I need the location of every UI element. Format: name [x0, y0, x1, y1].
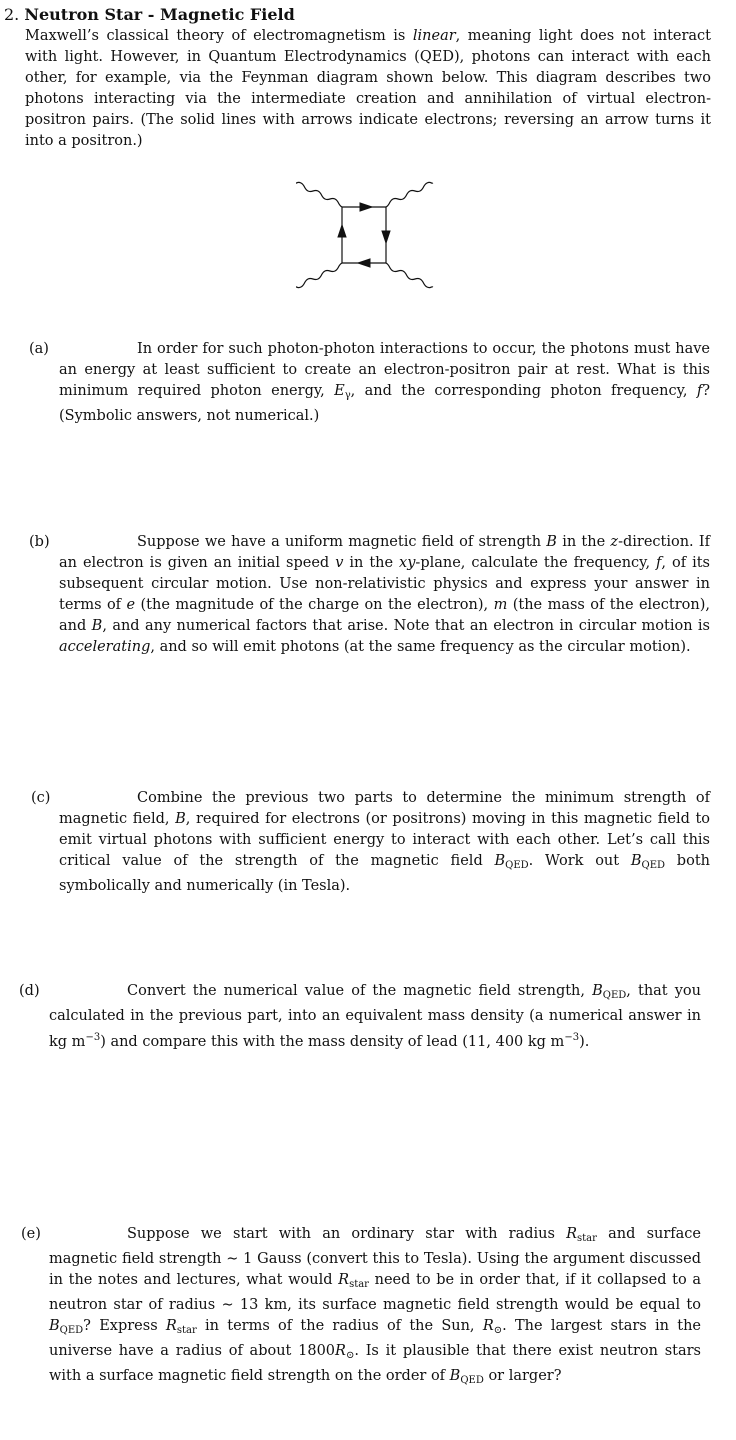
part-label: (d) — [19, 983, 40, 999]
part-c-text: Combine the previous two parts to determine the minimum strength of magnetic field, B, required for electrons (or positrons) moving in this magnetic field to emit virtual photons with sufficient energy to interact with each other. Let’s call this critical value of the strength of the magnetic field $B_{QED}$. Work out $B_{QED}$ both symbolically and numerically (in Tesla). — [59, 790, 711, 894]
intro-paragraph — [25, 26, 711, 152]
arrow-up-icon — [338, 225, 346, 237]
arrow-left-icon — [358, 259, 370, 267]
part-label: (a) — [29, 341, 49, 357]
arrow-right-icon — [360, 203, 372, 211]
part-a — [29, 339, 710, 427]
part-b — [29, 532, 711, 658]
part-c — [31, 788, 711, 897]
photon-line-bottom-right — [386, 263, 433, 288]
part-label: (e) — [21, 1226, 41, 1242]
part-e-text: Suppose we start with an ordinary star with radius $R_{star}$ and surface magnetic field strength ∼ 1 Gauss (convert this to Tesla). Using the argument discussed in the notes and lectures, what would $R_{star}$ need to be in order that, if it collapsed to a neutron star of radius ∼ 13 km, its surface magnetic field strength would be equal to $B_{QED}$? Express $R_{star}$ in terms of the radius of the Sun, $R_⊙$. The largest stars in the universe have a radius of about $1800R_⊙$. Is it plausible that there exist neutron stars with a surface magnetic field strength on the order of $B_{QED}$ or larger? — [49, 1226, 702, 1386]
intro-text: Maxwell’s classical theory of electromagnetism is — [25, 28, 413, 44]
photon-line-top-right — [386, 182, 433, 207]
part-a-text: In order for such photon-photon interactions to occur, the photons must have an energy at least sufficient to create an electron-positron pair at rest. What is this minimum required photon energy, $E_\gamma$, and the corresponding photon frequency, f? (Symbolic answers, not numerical.) — [59, 341, 710, 424]
part-d — [19, 981, 701, 1053]
problem-title: Neutron Star - Magnetic Field — [24, 5, 295, 24]
photon-line-bottom-left — [296, 263, 342, 288]
intro-text: , meaning light does not interact with light. However, in Quantum Electrodynamics (QED), photons can interact with each other, for example, via the Feynman diagram shown below. This diagram describes two photons interacting via the intermediate creation and annihilation of virtual electron-positron pairs. (The solid lines with arrows indicate electrons; reversing an arrow turns it into a positron.) — [25, 28, 711, 149]
photon-line-top-left — [296, 182, 342, 207]
problem-number: 2. — [4, 5, 20, 24]
part-d-text: Convert the numerical value of the magnetic field strength, $B_{QED}$, that you calculated in the previous part, into an equivalent mass density (a numerical answer in kg $m^{-3}$) and compare this with the mass density of lead (11, 400 kg $m^{-3}$). — [49, 983, 701, 1050]
arrow-down-icon — [382, 231, 390, 243]
part-label: (b) — [29, 534, 50, 550]
intro-emphasis: linear — [412, 28, 456, 44]
part-b-text: Suppose we have a uniform magnetic field of strength B in the z-direction. If an electron is given an initial speed v in the xy-plane, calculate the frequency, f, of its subsequent circular motion. Use non-relativistic physics and express your answer in terms of e (the magnitude of the charge on the electron), m (the mass of the electron), and B, and any numerical factors that arise. Note that an electron in circular motion is accelerating, and so will emit photons (at the same frequency as the circular motion). — [59, 534, 711, 655]
problem-heading — [4, 5, 295, 24]
part-e — [21, 1224, 702, 1391]
part-label: (c) — [31, 790, 51, 806]
feynman-diagram — [296, 146, 440, 324]
